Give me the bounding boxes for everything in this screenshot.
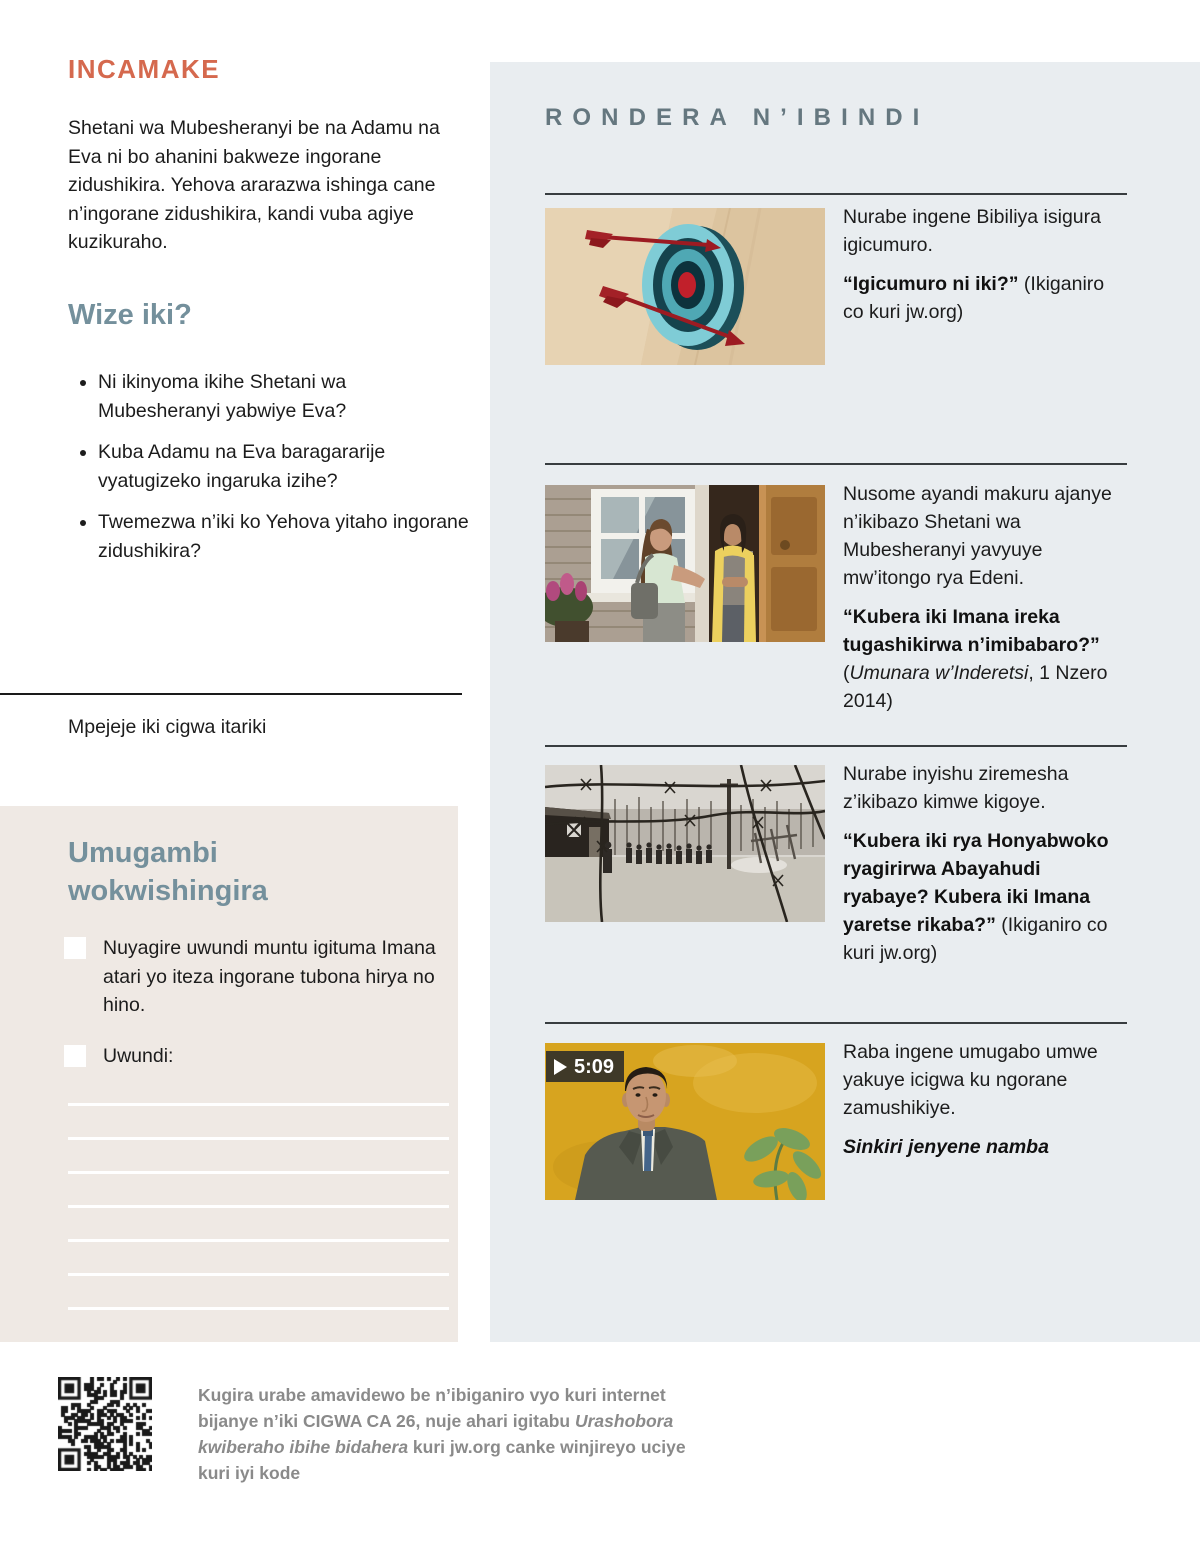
item-divider	[545, 1022, 1127, 1024]
goal-checkbox-label: Uwundi:	[103, 1045, 174, 1067]
goal-checkbox-label: Nuyagire uwundi muntu igituma Imana atari yo iteza ingorane tubona hirya no hino.	[103, 937, 436, 1016]
item-quote-title: Sinkiri jenyene namba	[843, 1136, 1049, 1158]
goal-box	[0, 806, 458, 1342]
item-quote-title: “Igicumuro ni iki?”	[843, 273, 1019, 295]
item-quote-title: “Kubera iki rya Honyabwoko ryagirirwa Abayahudi ryabaye? Kubera iki Imana yaretse rikaba?”	[843, 830, 1109, 936]
play-badge[interactable]	[546, 1051, 624, 1082]
item-text	[843, 1038, 1125, 1172]
item-intro: Nurabe inyishu ziremesha z’ikibazo kimwe kigoye.	[843, 763, 1069, 813]
learned-heading: Wize iki?	[68, 299, 192, 331]
holocaust-camp-image	[545, 765, 825, 922]
writing-line	[68, 1171, 449, 1174]
item-source-italic: Umunara w’Inderetsi	[849, 662, 1029, 684]
writing-line	[68, 1205, 449, 1208]
qr-note-text: Kugira urabe amavidewo be n’ibiganiro vyo kuri internet bijanye n’iki CIGWA CA 26, nuje ahari igitabu	[198, 1385, 666, 1431]
summary-paragraph: Shetani wa Mubesheranyi be na Adamu na Eva ni bo ahanini bakweze ingorane zidushikira. Yehova ararazwa ishinga cane n’ingorane zidushikira, kandi vuba agiye kuzikuraho.	[68, 117, 440, 253]
panel-heading: RONDERA N’IBINDI	[545, 104, 930, 131]
review-question-list	[68, 368, 470, 578]
video-thumbnail[interactable]	[545, 1043, 825, 1200]
review-question: • Kuba Adamu na Eva baragararije vyatugizeko ingaruka izihe?	[98, 438, 470, 495]
checkbox[interactable]	[64, 1045, 86, 1067]
qr-note	[198, 1382, 698, 1486]
item-intro: Raba ingene umugabo umwe yakuye icigwa ku ngorane zamushikiye.	[843, 1041, 1098, 1119]
qr-code	[58, 1377, 152, 1471]
item-intro: Nurabe ingene Bibiliya isigura igicumuro.	[843, 206, 1101, 256]
camp-photo-illustration	[545, 765, 825, 922]
item-text	[843, 760, 1125, 978]
target-illustration	[545, 208, 825, 365]
review-question: • Ni ikinyoma ikihe Shetani wa Mubesheranyi yabwiye Eva?	[98, 368, 470, 425]
item-intro: Nusome ayandi makuru ajanye n’ikibazo Shetani wa Mubesheranyi yavyuye mw’itongo rya Edeni.	[843, 483, 1112, 589]
video-duration: 5:09	[574, 1055, 615, 1078]
target-with-arrows-image	[545, 208, 825, 365]
qr-note-book-title: Urashobora kwiberaho ibihe bidahera	[198, 1411, 674, 1457]
writing-line	[68, 1103, 449, 1106]
writing-line	[68, 1307, 449, 1310]
goal-checkbox-item	[64, 934, 441, 1020]
writing-line	[68, 1239, 449, 1242]
completion-date-line: Mpejeje iki cigwa itariki	[68, 716, 267, 738]
goal-box-heading: Umugambi wokwishingira	[68, 837, 268, 907]
goal-checkbox-item	[64, 1042, 441, 1071]
item-divider	[545, 745, 1127, 747]
item-divider	[545, 193, 1127, 195]
door-conversation-illustration	[545, 485, 825, 642]
item-source: (Ikiganiro co kuri jw.org)	[843, 914, 1108, 964]
item-source: , 1 Nzero 2014)	[843, 662, 1108, 712]
item-source: (	[843, 662, 850, 684]
review-question: • Twemezwa n’iki ko Yehova yitaho ingorane zidushikira?	[98, 508, 470, 565]
find-more-panel	[490, 62, 1200, 1342]
play-icon	[554, 1059, 567, 1075]
qr-note-text: kuri jw.org canke winjireyo uciye kuri iyi kode	[198, 1437, 686, 1483]
section-divider	[0, 693, 462, 695]
writing-line	[68, 1273, 449, 1276]
item-text	[843, 203, 1125, 337]
item-source: (Ikiganiro co kuri jw.org)	[843, 273, 1105, 323]
two-women-talking-image	[545, 485, 825, 642]
writing-line	[68, 1137, 449, 1140]
checkbox[interactable]	[64, 937, 86, 959]
item-divider	[545, 463, 1127, 465]
item-quote-title: “Kubera iki Imana ireka tugashikirwa n’imibabaro?”	[843, 606, 1100, 656]
item-text	[843, 480, 1125, 726]
section-kicker: INCAMAKE	[68, 54, 221, 84]
